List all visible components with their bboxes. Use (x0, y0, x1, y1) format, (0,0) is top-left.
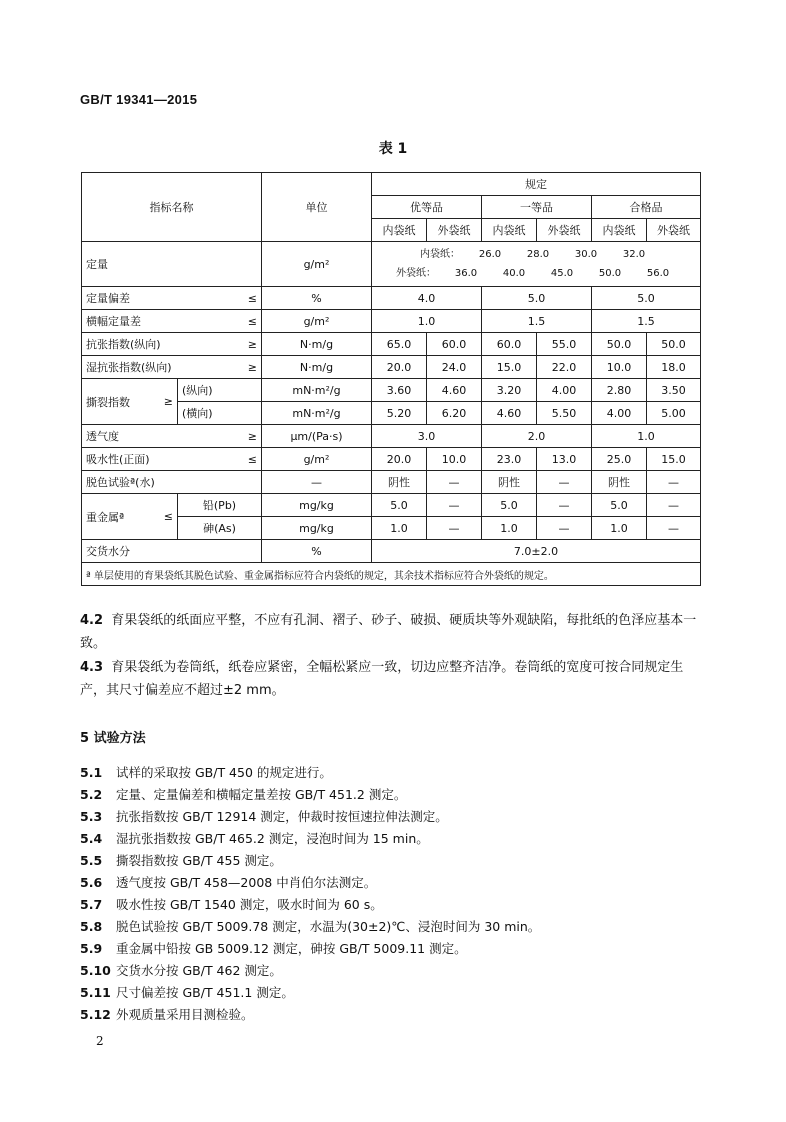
test-item (80, 960, 282, 982)
value: 4.60 (482, 402, 537, 425)
value: 7.0±2.0 (372, 540, 701, 563)
row-unit: mg/kg (262, 517, 372, 540)
clause-text: 撕裂指数按 GB/T 455 测定。 (116, 853, 282, 868)
value: 10.0 (592, 356, 647, 379)
bag-inner: 内袋纸 (372, 219, 427, 242)
value: 5.50 (537, 402, 592, 425)
value: 10.0 (427, 448, 482, 471)
value: 4.60 (427, 379, 482, 402)
bag-outer: 外袋纸 (537, 219, 592, 242)
test-item (80, 894, 383, 916)
clause-number: 4.3 (80, 660, 104, 675)
paragraph-4-2 (80, 609, 705, 655)
row-name-cell (82, 287, 262, 310)
value: 60.0 (427, 333, 482, 356)
value: 60.0 (482, 333, 537, 356)
standard-code: GB/T 19341—2015 (80, 92, 198, 107)
bag-inner: 内袋纸 (592, 219, 647, 242)
test-item (80, 828, 429, 850)
relation-symbol: ≤ (247, 314, 257, 328)
test-item (80, 784, 406, 806)
value: — (537, 494, 592, 517)
bag-outer: 外袋纸 (427, 219, 482, 242)
value: 2.80 (592, 379, 647, 402)
table-footnote: ª 单层使用的育果袋纸其脱色试验、重金属指标应符合内袋纸的规定，其余技术指标应符合外袋纸的规定。 (82, 563, 701, 586)
header-unit: 单位 (262, 173, 372, 242)
value: 3.60 (372, 379, 427, 402)
clause-text: 重金属中铅按 GB 5009.12 测定，砷按 GB/T 5009.11 测定。 (116, 941, 467, 956)
clause-number: 5.6 (80, 875, 103, 890)
grade-qualified: 合格品 (592, 196, 701, 219)
value: 4.00 (592, 402, 647, 425)
row-unit: g/m² (262, 242, 372, 287)
clause-number: 4.2 (80, 613, 104, 628)
test-item (80, 916, 540, 938)
row-name: 定量偏差 (86, 292, 130, 305)
sub-name: 砷(As) (178, 517, 262, 540)
value: 24.0 (427, 356, 482, 379)
value: 阴性 (372, 471, 427, 494)
row-name: 交货水分 (82, 540, 262, 563)
row-name-cell (82, 333, 262, 356)
row-unit: mN·m²/g (262, 402, 372, 425)
value: — (647, 471, 701, 494)
value: 1.0 (482, 517, 537, 540)
value: 3.20 (482, 379, 537, 402)
bag-outer: 外袋纸 (647, 219, 701, 242)
value: 32.0 (622, 249, 646, 260)
grade-first: 一等品 (482, 196, 592, 219)
value: — (647, 517, 701, 540)
row-name-cell (82, 356, 262, 379)
clause-text: 外观质量采用目测检验。 (116, 1007, 254, 1022)
clause-text: 透气度按 GB/T 458—2008 中肖伯尔法测定。 (116, 875, 377, 890)
value: 56.0 (646, 268, 670, 279)
header-name: 指标名称 (82, 173, 262, 242)
clause-text: 交货水分按 GB/T 462 测定。 (116, 963, 282, 978)
row-unit: N·m/g (262, 333, 372, 356)
clause-text: 试样的采取按 GB/T 450 的规定进行。 (116, 765, 332, 780)
value: — (537, 471, 592, 494)
outer-label: 外袋纸： (396, 268, 437, 279)
value: 15.0 (482, 356, 537, 379)
value: 5.0 (482, 287, 592, 310)
value: 3.50 (647, 379, 701, 402)
value: 5.20 (372, 402, 427, 425)
value: 26.0 (478, 249, 502, 260)
test-item (80, 982, 294, 1004)
row-unit: % (262, 287, 372, 310)
relation-symbol: ≤ (247, 291, 257, 305)
test-item (80, 872, 376, 894)
value: 2.0 (482, 425, 592, 448)
value: 25.0 (592, 448, 647, 471)
value: 18.0 (647, 356, 701, 379)
row-unit: mg/kg (262, 494, 372, 517)
value: 50.0 (598, 268, 622, 279)
spec-table (81, 172, 701, 586)
value: 5.00 (647, 402, 701, 425)
value: 4.0 (372, 287, 482, 310)
value: 1.5 (482, 310, 592, 333)
row-name-cell (82, 494, 178, 540)
row-name: 湿抗张指数(纵向) (86, 361, 172, 374)
value: 5.0 (372, 494, 427, 517)
row-name: 重金属ª (86, 510, 125, 524)
value: 36.0 (454, 268, 478, 279)
value: 阴性 (482, 471, 537, 494)
value: — (427, 471, 482, 494)
value: 5.0 (592, 494, 647, 517)
value: — (427, 517, 482, 540)
test-item (80, 850, 282, 872)
row-name-cell (82, 379, 178, 425)
test-item (80, 938, 467, 960)
value: 50.0 (592, 333, 647, 356)
row-name: 定量 (82, 242, 262, 287)
value: 20.0 (372, 448, 427, 471)
value: 30.0 (574, 249, 598, 260)
value: — (647, 494, 701, 517)
value: 15.0 (647, 448, 701, 471)
row-name: 吸水性(正面) (86, 453, 150, 466)
value: 4.00 (537, 379, 592, 402)
row-name: 抗张指数(纵向) (86, 338, 161, 351)
table-caption: 表 1 (378, 141, 408, 157)
value: 28.0 (526, 249, 550, 260)
relation-symbol: ≥ (163, 395, 173, 408)
relation-symbol: ≥ (247, 360, 257, 374)
test-item (80, 762, 332, 784)
clause-number: 5.3 (80, 809, 103, 824)
row-name: 透气度 (86, 430, 119, 443)
row-name-cell (82, 310, 262, 333)
row-unit: — (262, 471, 372, 494)
row-name-cell (82, 425, 262, 448)
row-name: 撕裂指数 (86, 395, 130, 409)
paragraph-4-3 (80, 656, 705, 702)
clause-number: 5.1 (80, 765, 103, 780)
value: 1.0 (592, 517, 647, 540)
value: 45.0 (550, 268, 574, 279)
row-unit: mN·m²/g (262, 379, 372, 402)
bag-inner: 内袋纸 (482, 219, 537, 242)
value: 1.5 (592, 310, 701, 333)
row-name: 脱色试验ª(水) (82, 471, 262, 494)
clause-number: 5.9 (80, 941, 103, 956)
value: 55.0 (537, 333, 592, 356)
clause-number: 5.10 (80, 963, 111, 978)
row-unit: μm/(Pa·s) (262, 425, 372, 448)
inner-label: 内袋纸： (420, 249, 461, 260)
value: 5.0 (592, 287, 701, 310)
relation-symbol: ≥ (247, 337, 257, 351)
value: — (427, 494, 482, 517)
dingliang-values (372, 242, 701, 287)
value: 50.0 (647, 333, 701, 356)
clause-number: 5.5 (80, 853, 103, 868)
value: 1.0 (372, 310, 482, 333)
row-unit: % (262, 540, 372, 563)
clause-number: 5.12 (80, 1007, 111, 1022)
clause-text: 定量、定量偏差和横幅定量差按 GB/T 451.2 测定。 (116, 787, 407, 802)
value: 20.0 (372, 356, 427, 379)
sub-name: 铅(Pb) (178, 494, 262, 517)
row-name-cell (82, 448, 262, 471)
row-unit: N·m/g (262, 356, 372, 379)
clause-number: 5.11 (80, 985, 111, 1000)
row-unit: g/m² (262, 310, 372, 333)
clause-text: 脱色试验按 GB/T 5009.78 测定，水温为(30±2)℃、浸泡时间为 30 min。 (116, 919, 541, 934)
value: 13.0 (537, 448, 592, 471)
row-unit: g/m² (262, 448, 372, 471)
relation-symbol: ≤ (247, 452, 257, 466)
value: 6.20 (427, 402, 482, 425)
value: 1.0 (372, 517, 427, 540)
value: 3.0 (372, 425, 482, 448)
sub-name: (横向) (178, 402, 262, 425)
clause-text: 吸水性按 GB/T 1540 测定，吸水时间为 60 s。 (116, 897, 383, 912)
row-name: 横幅定量差 (86, 315, 141, 328)
sub-name: (纵向) (178, 379, 262, 402)
value: 22.0 (537, 356, 592, 379)
test-item (80, 806, 448, 828)
clause-number: 5.8 (80, 919, 103, 934)
value: — (537, 517, 592, 540)
page-number: 2 (96, 1034, 104, 1048)
clause-text: 育果袋纸的纸面应平整，不应有孔洞、褶子、砂子、破损、硬质块等外观缺陷，每批纸的色泽应基本一致。 (80, 613, 697, 651)
relation-symbol: ≤ (163, 510, 173, 523)
value: 65.0 (372, 333, 427, 356)
grade-superior: 优等品 (372, 196, 482, 219)
value: 40.0 (502, 268, 526, 279)
clause-number: 5.2 (80, 787, 103, 802)
value: 5.0 (482, 494, 537, 517)
clause-number: 5.7 (80, 897, 103, 912)
clause-text: 湿抗张指数按 GB/T 465.2 测定，浸泡时间为 15 min。 (116, 831, 429, 846)
section-heading: 5 试验方法 (80, 731, 146, 746)
clause-text: 育果袋纸为卷筒纸，纸卷应紧密，全幅松紧应一致，切边应整齐洁净。卷筒纸的宽度可按合同规定生产，其尺寸偏差应不超过±2 mm。 (80, 660, 684, 698)
value: 23.0 (482, 448, 537, 471)
test-item (80, 1004, 254, 1026)
clause-text: 抗张指数按 GB/T 12914 测定，仲裁时按恒速拉伸法测定。 (116, 809, 448, 824)
clause-number: 5.4 (80, 831, 103, 846)
relation-symbol: ≥ (247, 429, 257, 443)
value: 阴性 (592, 471, 647, 494)
clause-text: 尺寸偏差按 GB/T 451.1 测定。 (116, 985, 294, 1000)
value: 1.0 (592, 425, 701, 448)
header-spec: 规定 (372, 173, 701, 196)
